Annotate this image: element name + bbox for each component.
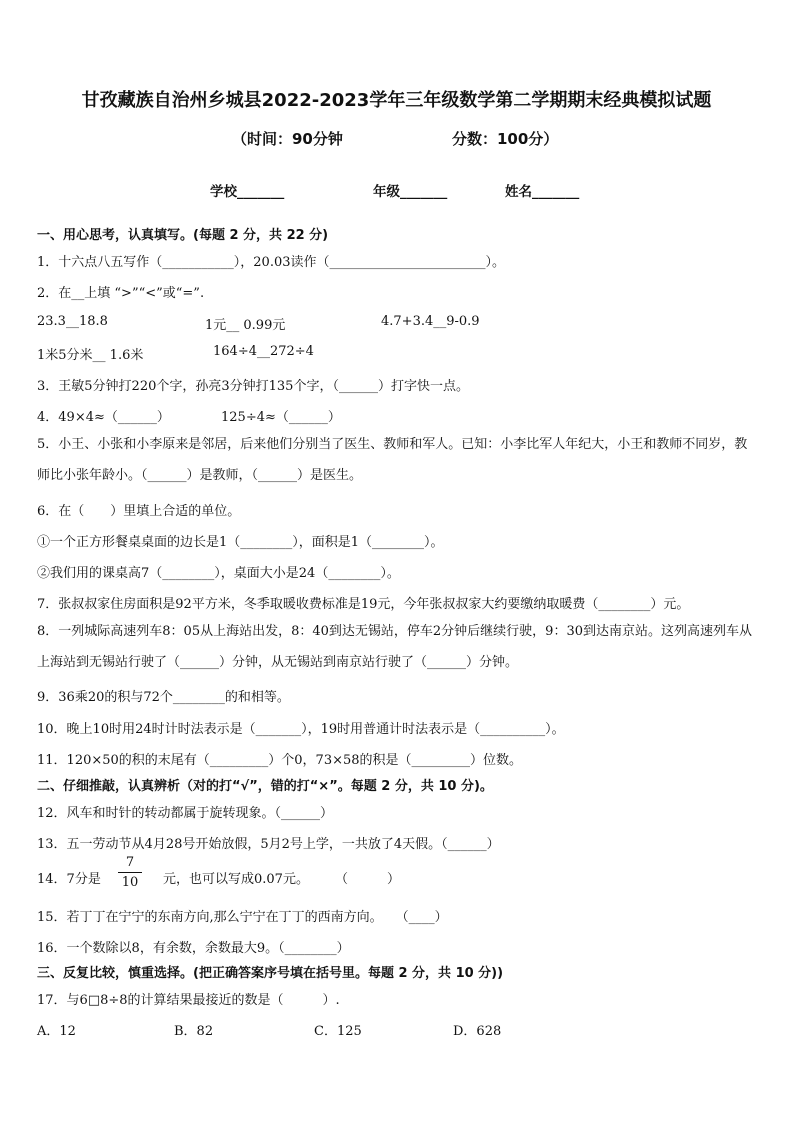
section-2-heading: 二、仔细推敲，认真辨析（对的打“√”，错的打“×”。每题 2 分，共 10 分)。	[37, 779, 493, 794]
question-6-b: ②我们用的课桌高7（________），桌面大小是24（________）。	[37, 566, 400, 581]
question-16: 16．一个数除以8，有余数，余数最大9。（________）	[37, 941, 350, 956]
student-info	[0, 180, 793, 202]
question-6-a: ①一个正方形餐桌桌面的边长是1（________），面积是1（________）。	[37, 535, 444, 550]
exam-meta	[0, 128, 793, 152]
choice-d: D．628	[453, 1024, 502, 1039]
question-2-item-d: 1米5分米__ 1.6米	[37, 348, 144, 363]
fraction-numerator: 7	[118, 855, 142, 873]
section-1-heading: 一、用心思考，认真填写。(每题 2 分，共 22 分)	[37, 228, 329, 243]
question-7: 7．张叔叔家住房面积是92平方米，冬季取暖收费标准是19元，今年张叔叔家大约要缴纳取暖费（________）元。	[37, 597, 690, 612]
question-9: 9．36乘20的积与72个________的和相等。	[37, 690, 290, 705]
fraction-denominator: 10	[121, 875, 139, 890]
question-4-b: 125÷4≈（______）	[221, 410, 341, 425]
exam-score: 分数：100分）	[452, 130, 559, 148]
question-4-a: 4．49×4≈（______）	[37, 410, 170, 425]
question-8: 8．一列城际高速列车8：05从上海站出发，8：40到达无锡站，停车2分钟后继续行驶，9：30到达南京站。这列高速列车从上海站到无锡站行驶了（______）分钟，从无锡站到南京站行驶了（______）分钟。	[37, 624, 752, 670]
question-2-item-b: 1元__ 0.99元	[205, 318, 286, 333]
question-17: 17．与6□8÷8的计算结果最接近的数是（ ）.	[37, 993, 340, 1008]
school-field[interactable]: 学校_______	[210, 184, 285, 200]
grade-field[interactable]: 年级_______	[373, 184, 448, 200]
choice-c: C．125	[314, 1024, 362, 1039]
question-6: 6．在（ ）里填上合适的单位。	[37, 504, 241, 519]
question-2-item-c: 4.7+3.4__9-0.9	[381, 314, 480, 329]
question-2-item-a: 23.3__18.8	[37, 314, 108, 329]
question-15: 15．若丁丁在宁宁的东南方向,那么宁宁在丁丁的西南方向。 （____）	[37, 910, 448, 925]
exam-title: 甘孜藏族自治州乡城县2022-2023学年三年级数学第二学期期末经典模拟试题	[81, 90, 712, 111]
question-2: 2．在__上填 “>”“<”或“=”.	[37, 286, 205, 301]
question-14-suffix: 元，也可以写成0.07元。 （ ）	[163, 872, 400, 887]
choice-a: A．12	[37, 1024, 76, 1039]
fraction-seven-tenths	[118, 855, 142, 890]
choice-b: B．82	[174, 1024, 214, 1039]
question-13: 13．五一劳动节从4月28号开始放假，5月2号上学，一共放了4天假。（______）	[37, 837, 500, 852]
question-12: 12．风车和时针的转动都属于旋转现象。（______）	[37, 806, 334, 821]
name-field[interactable]: 姓名_______	[505, 184, 580, 200]
question-5: 5．小王、小张和小李原来是邻居，后来他们分别当了医生、教师和军人。已知：小李比军人年纪大，小王和教师不同岁，教师比小张年龄小。（______）是教师，（______）是医生。	[37, 437, 748, 483]
question-3: 3．王敏5分钟打220个字，孙亮3分钟打135个字，（______）打字快一点。	[37, 379, 469, 394]
section-3-heading: 三、反复比较，慎重选择。(把正确答案序号填在括号里。每题 2 分，共 10 分))	[37, 966, 504, 981]
question-2-item-e: 164÷4__272÷4	[213, 344, 314, 359]
question-14-prefix: 14．7分是	[37, 872, 101, 887]
question-11: 11．120×50的积的末尾有（_________）个0，73×58的积是（_________）位数。	[37, 753, 523, 768]
question-10: 10．晚上10时用24时计时法表示是（_______），19时用普通计时法表示是（__________）。	[37, 722, 565, 737]
question-1: 1．十六点八五写作（___________），20.03读作（________________________）。	[37, 255, 505, 270]
exam-time: （时间：90分钟	[232, 130, 343, 148]
